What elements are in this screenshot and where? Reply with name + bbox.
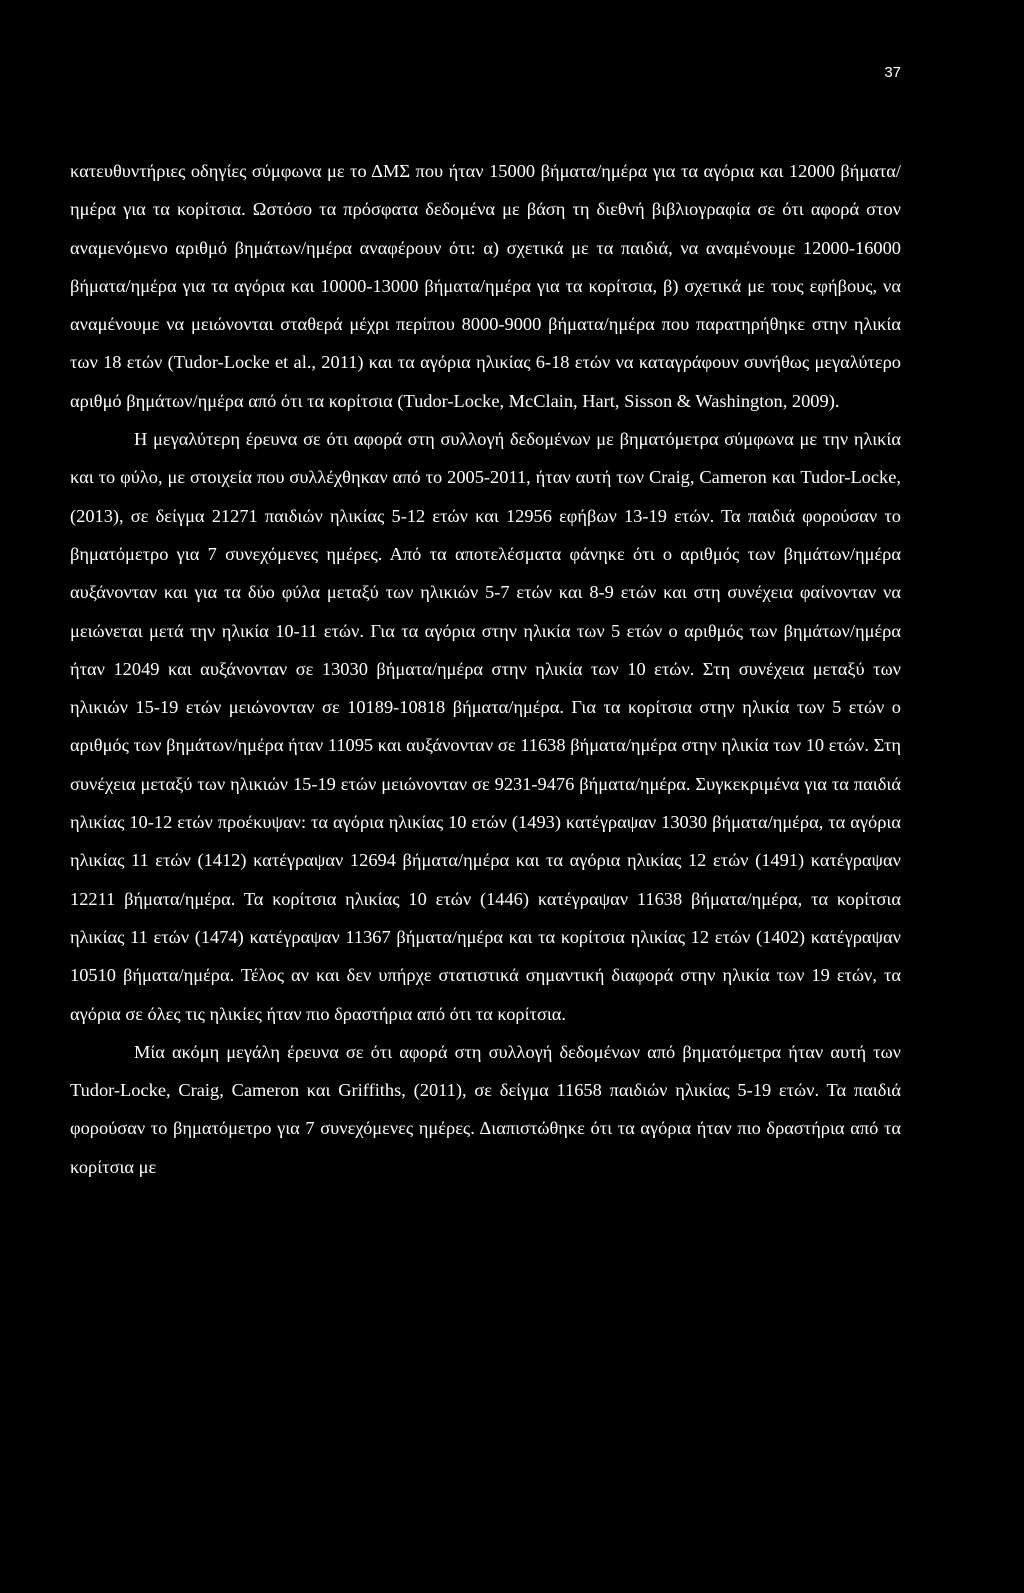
paragraph-continuation: κατευθυντήριες οδηγίες σύμφωνα με το ΔΜΣ που ήταν 15000 βήματα/ημέρα για τα αγόρια και 12000 βήματα/ημέρα για τα κορίτσια. Ωστόσο τα πρόσφατα δεδομένα με βάση τη διεθνή βιβλιογραφία σε ότι αφορά στον αναμενόμενο αριθμό βημάτων/ημέρα αναφέρουν ότι: α) σχετικά με τα παιδιά, να αναμένουμε 12000-16000 βήματα/ημέρα για τα αγόρια και 10000-13000 βήματα/ημέρα για τα κορίτσια, β) σχετικά με τους εφήβους, να αναμένουμε να μειώνονται σταθερά μέχρι περίπου 8000-9000 βήματα/ημέρα που παρατηρήθηκε στην ηλικία των 18 ετών (Tudor-Locke et al., 2011) και τα αγόρια ηλικίας 6-18 ετών να καταγράφουν συνήθως μεγαλύτερο αριθμό βημάτων/ημέρα από ότι τα κορίτσια (Tudor-Locke, McClain, Hart, Sisson & Washington, 2009). (70, 161, 901, 411)
paragraph-craig-study: Η μεγαλύτερη έρευνα σε ότι αφορά στη συλλογή δεδομένων με βηματόμετρα σύμφωνα με την ηλικία και το φύλο, με στοιχεία που συλλέχθηκαν από το 2005-2011, ήταν αυτή των Craig, Cameron και Tudor-Locke, (2013), σε δείγμα 21271 παιδιών ηλικίας 5-12 ετών και 12956 εφήβων 13-19 ετών. Τα παιδιά φορούσαν το βηματόμετρο για 7 συνεχόμενες ημέρες. Από τα αποτελέσματα φάνηκε ότι ο αριθμός των βημάτων/ημέρα αυξάνονταν και για τα δύο φύλα μεταξύ των ηλικιών 5-7 ετών και 8-9 ετών και στη συνέχεια φαίνονταν να μειώνεται μετά την ηλικία 10-11 ετών. Για τα αγόρια στην ηλικία των 5 ετών ο αριθμός των βημάτων/ημέρα ήταν 12049 και αυξάνονταν σε 13030 βήματα/ημέρα στην ηλικία των 10 ετών. Στη συνέχεια μεταξύ των ηλικιών 15-19 ετών μειώνονταν σε 10189-10818 βήματα/ημέρα. Για τα κορίτσια στην ηλικία των 5 ετών ο αριθμός των βημάτων/ημέρα ήταν 11095 και αυξάνονταν σε 11638 βήματα/ημέρα στην ηλικία των 10 ετών. Στη συνέχεια μεταξύ των ηλικιών 15-19 ετών μειώνονταν σε 9231-9476 βήματα/ημέρα. Συγκεκριμένα για τα παιδιά ηλικίας 10-12 ετών προέκυψαν: τα αγόρια ηλικίας 10 ετών (1493) κατέγραψαν 13030 βήματα/ημέρα, τα αγόρια ηλικίας 11 ετών (1412) κατέγραψαν 12694 βήματα/ημέρα και τα αγόρια ηλικίας 12 ετών (1491) κατέγραψαν 12211 βήματα/ημέρα. Τα κορίτσια ηλικίας 10 ετών (1446) κατέγραψαν 11638 βήματα/ημέρα, τα κορίτσια ηλικίας 11 ετών (1474) κατέγραψαν 11367 βήματα/ημέρα και τα κορίτσια ηλικίας 12 ετών (1402) κατέγραψαν 10510 βήματα/ημέρα. Τέλος αν και δεν υπήρχε στατιστικά σημαντική διαφορά στην ηλικία των 19 ετών, τα αγόρια σε όλες τις ηλικίες ήταν πιο δραστήρια από ότι τα κορίτσια. (70, 429, 901, 1024)
page-number: 37 (884, 64, 901, 81)
paragraph-tudor-locke-study: Μία ακόμη μεγάλη έρευνα σε ότι αφορά στη συλλογή δεδομένων από βηματόμετρα ήταν αυτή των Tudor-Locke, Craig, Cameron και Griffiths, (2011), σε δείγμα 11658 παιδιών ηλικίας 5-19 ετών. Τα παιδιά φορούσαν το βηματόμετρο για 7 συνεχόμενες ημέρες. Διαπιστώθηκε ότι τα αγόρια ήταν πιο δραστήρια από τα κορίτσια με (70, 1041, 901, 1177)
document-body (70, 152, 901, 1186)
